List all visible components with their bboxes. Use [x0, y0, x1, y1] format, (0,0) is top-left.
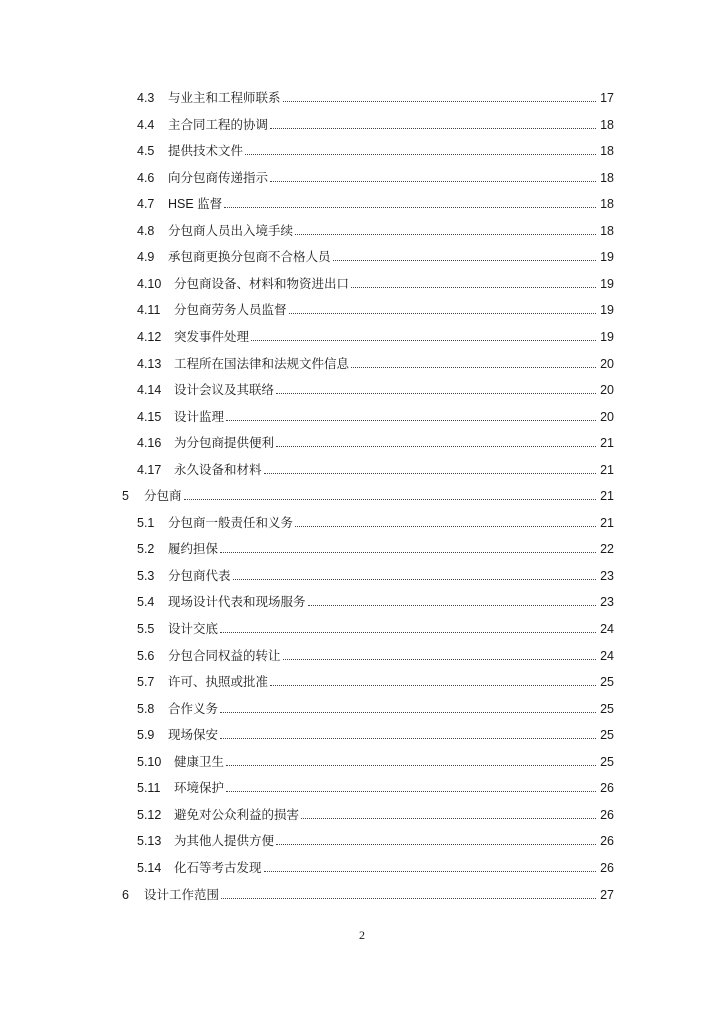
toc-entry-title: 履约担保: [168, 542, 219, 557]
toc-entry[interactable]: [0, 378, 724, 398]
dot-leader: [224, 206, 596, 208]
toc-entry-number: 4.14: [137, 383, 162, 398]
toc-entry-page: 26: [600, 860, 614, 875]
toc-entry-title: 永久设备和材料: [174, 462, 262, 477]
toc-entry-title: 突发事件处理: [174, 329, 250, 344]
toc-entry[interactable]: [0, 245, 724, 265]
toc-entry[interactable]: [0, 139, 724, 159]
toc-entry-title: 化石等考古发现: [174, 860, 262, 875]
toc-entry-page: 19: [600, 276, 614, 291]
dot-leader: [351, 366, 596, 368]
toc-entry-number: 5.1: [137, 515, 155, 530]
toc-entry-page: 21: [600, 489, 614, 504]
toc-entry[interactable]: [0, 776, 724, 796]
toc-entry[interactable]: [0, 113, 724, 133]
dot-leader: [276, 843, 596, 845]
toc-entry-page: 18: [600, 170, 614, 185]
dot-leader: [220, 737, 596, 739]
toc-entry-page: 26: [600, 781, 614, 796]
toc-entry-page: 25: [600, 754, 614, 769]
toc-entry-number: 5.2: [137, 542, 155, 557]
toc-entry-title: 健康卫生: [174, 754, 225, 769]
dot-leader: [264, 870, 596, 872]
dot-leader: [295, 525, 596, 527]
toc-entry[interactable]: [0, 166, 724, 186]
toc-entry-number: 5: [122, 489, 129, 504]
toc-entry-title: 设计交底: [168, 622, 219, 636]
dot-leader: [221, 897, 596, 899]
toc-entry-page: 21: [600, 515, 614, 530]
toc-entry-number: 4.7: [137, 197, 155, 212]
toc-entry-title: 许可、执照或批准: [168, 675, 269, 690]
toc-entry[interactable]: [0, 352, 724, 372]
toc-entry-title: 向分包商传递指示: [168, 170, 269, 185]
toc-entry-number: 5.3: [137, 568, 155, 583]
toc-entry-page: 18: [600, 144, 614, 159]
toc-entry-page: 19: [600, 303, 614, 318]
dot-leader: [220, 631, 596, 633]
toc-entry-number: 5.13: [137, 834, 162, 849]
dot-leader: [226, 764, 596, 766]
toc-entry-page: 19: [600, 250, 614, 265]
toc-entry[interactable]: [0, 723, 724, 743]
dot-leader: [251, 339, 596, 341]
toc-entry-page: 27: [600, 887, 614, 902]
dot-leader: [351, 286, 596, 288]
dot-leader: [270, 180, 596, 182]
toc-entry-title: HSE 监督: [168, 197, 223, 212]
toc-entry-title: 设计工作范围: [144, 887, 220, 902]
toc-entry-number: 4.8: [137, 223, 155, 238]
dot-leader: [270, 684, 596, 686]
toc-entry[interactable]: [0, 750, 724, 770]
toc-entry-page: 18: [600, 197, 614, 212]
toc-entry-title: 工程所在国法律和法规文件信息: [174, 356, 350, 371]
toc-entry[interactable]: [0, 803, 724, 823]
toc-entry[interactable]: [0, 670, 724, 690]
toc-entry[interactable]: [0, 86, 724, 106]
dot-leader: [184, 498, 596, 500]
toc-entry[interactable]: [0, 484, 724, 504]
toc-entry-page: 21: [600, 436, 614, 451]
toc-entry-page: 25: [600, 701, 614, 716]
dot-leader: [226, 419, 596, 421]
toc-entry-number: 5.8: [137, 701, 155, 716]
toc-entry-number: 4.12: [137, 329, 162, 344]
dot-leader: [233, 578, 596, 580]
dot-leader: [220, 711, 596, 713]
toc-entry[interactable]: [0, 617, 724, 637]
toc-entry-page: 25: [600, 675, 614, 690]
dot-leader: [264, 472, 596, 474]
toc-entry-page: 23: [600, 568, 614, 583]
dot-leader: [220, 551, 596, 553]
toc-entry-page: 26: [600, 807, 614, 822]
toc-entry-page: 18: [600, 223, 614, 238]
dot-leader: [245, 153, 596, 155]
toc-entry[interactable]: [0, 298, 724, 318]
toc-entry-number: 5.7: [137, 675, 155, 690]
toc-entry-number: 4.11: [137, 303, 161, 318]
page-number: 2: [359, 928, 365, 942]
toc-entry-number: 5.11: [137, 781, 161, 796]
toc-entry-number: 4.9: [137, 250, 155, 265]
toc-entry[interactable]: [0, 537, 724, 557]
toc-entry[interactable]: [0, 564, 724, 584]
toc-entry-title: 分包商代表: [168, 568, 231, 583]
toc-entry-title: 为其他人提供方便: [174, 834, 275, 849]
toc-entry-title: 分包商设备、材料和物资进出口: [174, 276, 350, 291]
toc-entry-number: 5.5: [137, 622, 155, 636]
toc-entry-page: 17: [600, 91, 614, 105]
toc-entry-number: 6: [122, 887, 129, 902]
toc-entry-title: 分包商一般责任和义务: [168, 515, 294, 530]
toc-entry[interactable]: [0, 856, 724, 876]
toc-entry-number: 5.9: [137, 728, 155, 743]
toc-entry[interactable]: [0, 272, 724, 292]
toc-entry-page: 24: [600, 648, 614, 663]
toc-entry-title: 设计监理: [174, 409, 225, 424]
toc-entry-title: 现场保安: [168, 728, 219, 743]
toc-entry[interactable]: [0, 829, 724, 849]
toc-entry-number: 4.17: [137, 462, 162, 477]
toc-entry-title: 提供技术文件: [168, 144, 244, 159]
toc-entry-number: 5.14: [137, 860, 162, 875]
toc-entry-number: 4.15: [137, 409, 162, 424]
toc-entry[interactable]: [0, 325, 724, 345]
toc-entry-page: 19: [600, 329, 614, 344]
toc-entry-number: 4.13: [137, 356, 162, 371]
toc-entry-title: 合作义务: [168, 701, 219, 716]
toc-entry-title: 为分包商提供便利: [174, 436, 275, 451]
toc-entry-page: 22: [600, 542, 614, 557]
dot-leader: [283, 100, 596, 102]
toc-entry-number: 5.4: [137, 595, 155, 610]
dot-leader: [283, 658, 596, 660]
dot-leader: [270, 127, 596, 129]
dot-leader: [295, 233, 596, 235]
toc-entry-page: 20: [600, 409, 614, 424]
toc-entry-number: 5.12: [137, 807, 162, 822]
dot-leader: [333, 259, 596, 261]
toc-entry[interactable]: [0, 697, 724, 717]
toc-entry[interactable]: [0, 219, 724, 239]
dot-leader: [226, 790, 596, 792]
dot-leader: [276, 392, 596, 394]
toc-entry-page: 21: [600, 462, 614, 477]
toc-entry[interactable]: [0, 511, 724, 531]
toc-entry-title: 分包商人员出入境手续: [168, 223, 294, 238]
toc-entry-page: 18: [600, 117, 614, 132]
toc-entry-number: 5.10: [137, 754, 162, 769]
toc-entry[interactable]: [0, 431, 724, 451]
toc-entry-title: 与业主和工程师联系: [168, 91, 281, 105]
toc-entry-page: 20: [600, 383, 614, 398]
toc-entry-number: 4.5: [137, 144, 155, 159]
toc-entry-number: 5.6: [137, 648, 155, 663]
dot-leader: [289, 312, 596, 314]
toc-entry-number: 4.4: [137, 117, 155, 132]
toc-entry-page: 25: [600, 728, 614, 743]
toc-entry[interactable]: [0, 458, 724, 478]
toc-entry-title: 主合同工程的协调: [168, 117, 269, 132]
toc-entry-number: 4.10: [137, 276, 162, 291]
toc-entry-page: 23: [600, 595, 614, 610]
toc-entry-page: 24: [600, 622, 614, 636]
toc-entry[interactable]: [0, 405, 724, 425]
dot-leader: [308, 604, 596, 606]
toc-entry-title: 分包合同权益的转让: [168, 648, 281, 663]
toc-entry[interactable]: [0, 192, 724, 212]
toc-entry-title: 分包商: [144, 489, 182, 504]
toc-entry-title: 现场设计代表和现场服务: [168, 595, 306, 610]
dot-leader: [276, 445, 596, 447]
toc-entry-number: 4.3: [137, 91, 155, 105]
toc-entry-number: 4.6: [137, 170, 155, 185]
toc-entry[interactable]: [0, 590, 724, 610]
toc-entry-title: 设计会议及其联络: [174, 383, 275, 398]
toc-entry[interactable]: [0, 883, 724, 903]
toc-entry-title: 环境保护: [174, 781, 225, 796]
dot-leader: [301, 817, 596, 819]
toc-entry-title: 分包商劳务人员监督: [174, 303, 287, 318]
toc-entry-title: 承包商更换分包商不合格人员: [168, 250, 331, 265]
toc-entry-number: 4.16: [137, 436, 162, 451]
toc-entry-title: 避免对公众利益的损害: [174, 807, 300, 822]
toc-entry-page: 20: [600, 356, 614, 371]
toc-entry-page: 26: [600, 834, 614, 849]
toc-entry[interactable]: [0, 644, 724, 664]
